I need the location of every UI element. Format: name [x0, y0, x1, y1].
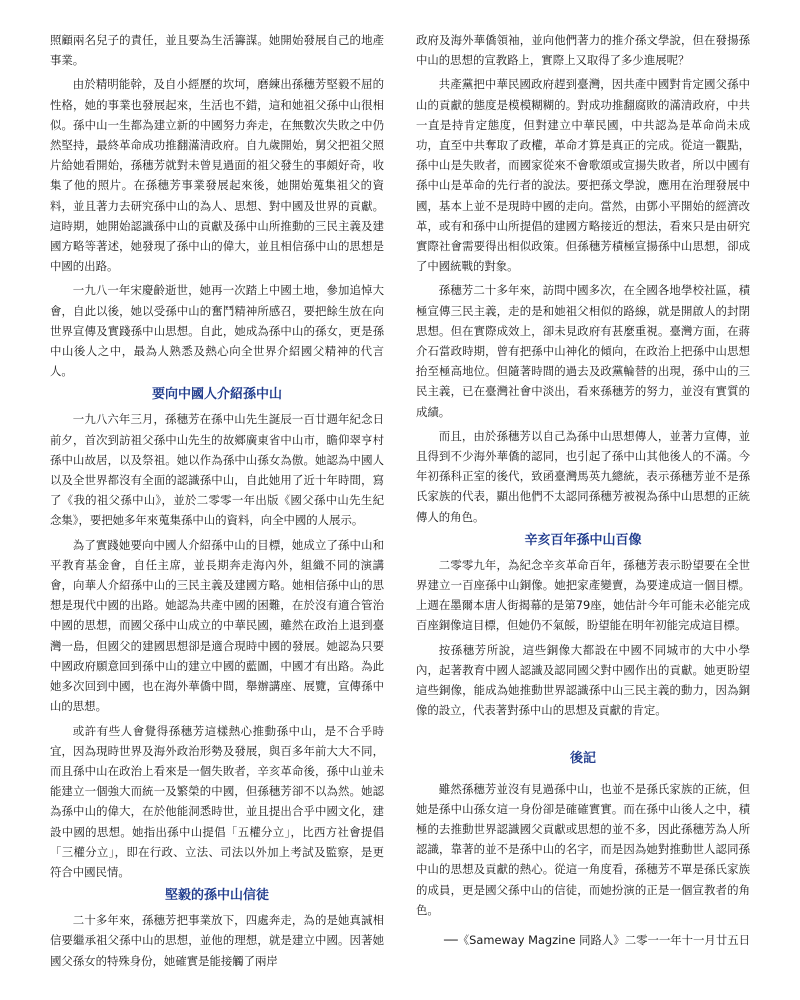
paragraph: 或許有些人會覺得孫穗芳這樣熱心推動孫中山，是不合乎時宜，因為現時世界及海外政治形勢及發展，與百多年前大大不同，而且孫中山在政治上看來是一個失敗者，辛亥革命後，孫中山並未能建立一個強大而統一及繁榮的中國，但孫穗芳卻不以為然。她認為孫中山的偉大，在於他能洞悉時世，並且提出合乎中國文化，建設中國的思想。她指出孫中山提倡「五權分立」，比西方社會提倡「三權分立」，即在行政、立法、司法以外加上考試及監察，是更符合中國民情。 [50, 723, 384, 879]
paragraph: 共產黨把中華民國政府趕到臺灣，因共產中國對肯定國父孫中山的貢獻的態度是模模糊糊的。對成功推翻腐敗的滿清政府，中共一直是持肯定態度，但對建立中華民國，中共認為是革命尚未成功，直至中共奪取了政權，革命才算是真正的完成。從這一觀點，孫中山是失敗者，而國家從來不會歌頌或宣揚失敗者，所以中國有孫中山是革命的先行者的說法。要把孫文學說，應用在治理發展中國，基本上並不是現時中國的走向。當然，由鄧小平開始的經濟改革，或有和孫中山所提倡的建國方略接近的想法，看來只是由研究實際社會需要得出相似政策。但孫穗芳積極宣揚孫中山思想，卻成了中國統戰的對象。 [416, 77, 750, 274]
paragraph-continued: 政府及海外華僑領袖，並向他們著力的推介孫文學說，但在發揚孫中山的思想的宣教路上，實際上又取得了多少進展呢？ [416, 33, 750, 68]
section-heading: 要向中國人介紹孫中山 [151, 387, 282, 403]
paragraph: 一九八一年宋慶齡逝世，她再一次踏上中國土地，參加追悼大會，自此以後，她以受孫中山的奮鬥精神所感召，要把餘生放在向世界宣傳及實踐孫中山思想。自此，她成為孫中山的孫女，更是孫中山後人之中，最為人熟悉及熱心向全世界介紹國父精神的代言人。 [50, 283, 384, 379]
paragraph: 按孫穗芳所說，這些銅像大都設在中國不同城市的大中小學內，起著教育中國人認識及認同國父對中國作出的貢獻。她更盼望這些銅像，能成為她推動世界認識孫中山三民主義的動力，因為銅像的設立，代表著對孫中山的思想及貢獻的肯定。 [416, 642, 750, 718]
paragraph: 一九八六年三月，孫穗芳在孫中山先生誕辰一百廿週年紀念日前夕，首次到訪祖父孫中山先生的故鄉廣東省中山市，瞻仰翠亨村孫中山故居，以及祭祖。她以作為孫中山孫女為傲。她認為中國人以及全世界都沒有全面的認識孫中山，自此她用了近十年時間，寫了《我的祖父孫中山》，並於二零零一年出版《國父孫中山先生紀念集》，要把她多年來蒐集孫中山的資料，向全中國的人展示。 [50, 412, 384, 528]
paragraph: 二十多年來，孫穗芳把事業放下，四處奔走，為的是她真誠相信要繼承祖父孫中山的思想，並他的理想，就是建立中國。因著她國父孫女的特殊身份，她確實是能接觸了兩岸 [50, 913, 384, 968]
paragraph: 為了實踐她要向中國人介紹孫中山的目標，她成立了孫中山和平教育基金會，自任主席，並長期奔走海內外，組織不同的演講會，向華人介紹孫中山的三民主義及建國方略。她相信孫中山的思想是現代中國的出路。她認為共產中國的困難，在於沒有適合管治中國的思想，而國父孫中山成立的中華民國，雖然在政治上退到臺灣一島，但國父的建國思想卻是適合現時中國的發展。她認為只要中國政府願意回到孫中山的建立中國的藍圖，中國才有出路。為此她多次回到中國，也在海外華僑中間，舉辦講座、展覽，宣傳孫中山的思想。 [50, 537, 384, 714]
source-credit: ──《Sameway Magzine 同路人》二零一一年十一月廿五日 [444, 932, 750, 947]
right-column [416, 30, 750, 950]
paragraph: 二零零九年，為紀念辛亥革命百年，孫穗芳表示盼望要在全世界建立一百座孫中山銅像。她把家產變賣，為要達成這一個目標。上週在墨爾本唐人街揭幕的是第79座，她估計今年可能未必能完成百座銅像這目標，但她仍不氣餒，盼望能在明年初能完成這目標。 [416, 557, 750, 633]
paragraph: 由於精明能幹，及自小經歷的坎坷，磨練出孫穗芳堅毅不屈的性格，她的事業也發展起來，生活也不錯，這和她祖父孫中山很相似。孫中山一生都為建立新的中國努力奔走，在無數次失敗之中仍然堅持，最終革命成功推翻滿清政府。自九歲開始，舅父把祖父照片給她看開始，孫穗芳就對未曾見過面的祖父發生的事頗好奇，收集了他的照片。在孫穗芳事業發展起來後，她開始蒐集祖父的資料，並且著力去研究孫中山的為人、思想、對中國及世界的貢獻。這時期，她開始認識孫中山的貢獻及孫中山所推動的三民主義及建國方略等著述，她發現了孫中山的偉大，並且相信孫中山的思想是中國的出路。 [50, 77, 384, 274]
left-column [50, 30, 384, 975]
section-heading: 辛亥百年孫中山百像 [524, 532, 642, 548]
paragraph: 而且，由於孫穗芳以自己為孫中山思想傳人，並著力宣傳，並且得到不少海外華僑的認同，也引起了孫中山其他後人的不滿。今年初孫科正室的後代，致函臺灣馬英九總統，表示孫穗芳並不是孫氏家族的代表，顯出他們不太認同孫穗芳被視為孫中山思想的正統傳人的角色。 [416, 428, 750, 524]
paragraph: 孫穗芳二十多年來，訪問中國多次，在全國各地學校社區，積極宣傳三民主義，走的是和她祖父相似的路線，就是開啟人的封閉思想。但在實際成效上，卻未見政府有甚麼重視。臺灣方面，在蔣介石當政時期，曾有把孫中山神化的傾向，在政治上把孫中山思想抬至極高地位。但隨著時間的過去及政黨輪替的出現，孫中山的三民主義，已在臺灣社會中淡出，看來孫穗芳的努力，並沒有實質的成績。 [416, 283, 750, 419]
postscript-heading: 後記 [569, 750, 596, 766]
paragraph: 雖然孫穗芳並沒有見過孫中山，也並不是孫氏家族的正統，但她是孫中山孫女這一身份卻是確確實實。而在孫中山後人之中，積極的去推動世界認識國父貢獻或思想的並不多，因此孫穗芳為人所認識，靠著的並不是孫中山的名字，而是因為她對推動世人認同孫中山的思想及貢獻的熱心。從這一角度看，孫穗芳不單是孫氏家族的成員，更是國父孫中山的信徒，而她扮演的正是一個宣教者的角色。 [416, 781, 750, 917]
paragraph-continued: 照顧兩名兒子的責任，並且要為生活籌謀。她開始發展自己的地產事業。 [50, 33, 384, 68]
section-heading: 堅毅的孫中山信徒 [164, 888, 269, 904]
